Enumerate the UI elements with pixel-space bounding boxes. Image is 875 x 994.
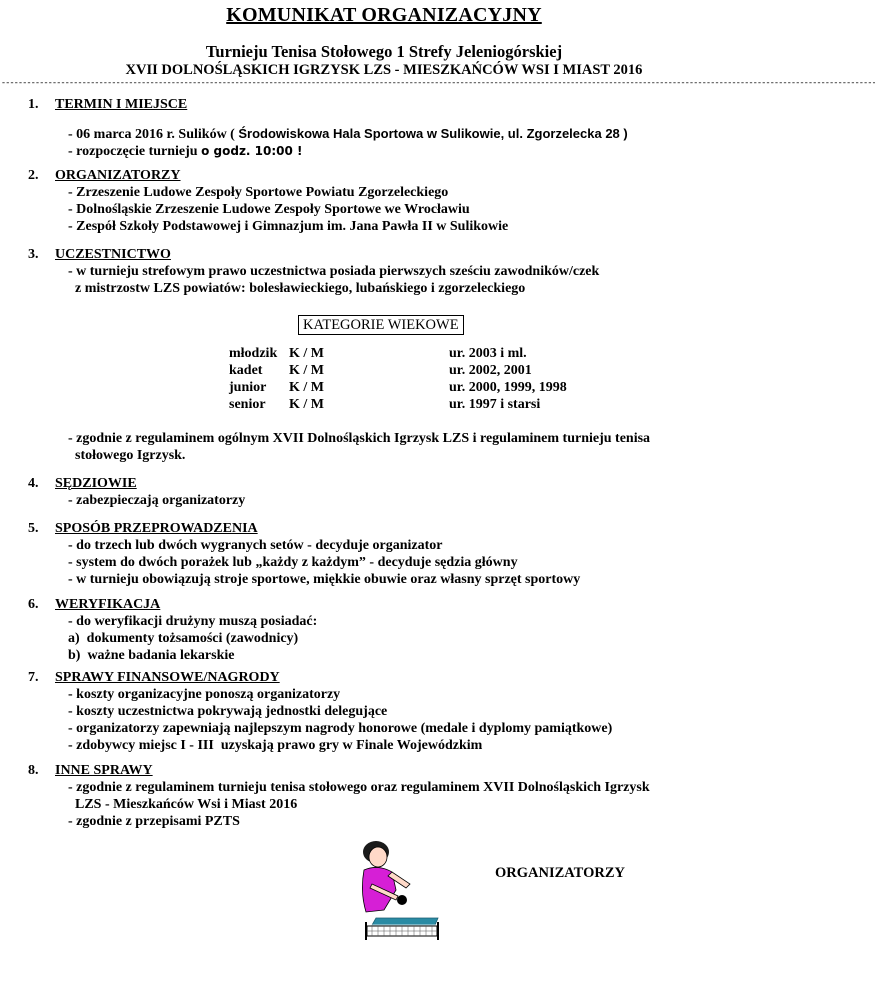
document-title: KOMUNIKAT ORGANIZACYJNY — [226, 4, 542, 26]
section-line: - zgodnie z regulaminem turnieju tenisa stołowego oraz regulaminem XVII Dolnośląskich Igrzysk — [68, 780, 650, 795]
signature-organizers: ORGANIZATORZY — [495, 865, 625, 881]
section-line: z mistrzostw LZS powiatów: bolesławieckiego, lubańskiego i zgorzeleckiego — [75, 281, 526, 296]
category-row: młodzik K / M ur. 2003 i ml. — [229, 346, 527, 361]
section-line: - rozpoczęcie turnieju o godz. 10:00 ! — [68, 144, 303, 159]
section-heading: 4. SĘDZIOWIE — [28, 476, 137, 491]
section-finanse — [28, 669, 748, 754]
section-line: - koszty organizacyjne ponoszą organizatorzy — [68, 687, 341, 702]
section-uczestnictwo — [28, 246, 748, 297]
section-line: - koszty uczestnictwa pokrywają jednostki delegujące — [68, 704, 388, 719]
section-weryfikacja — [28, 596, 748, 664]
dashed-divider: - - - - - - - - - - - - - - - - - - - - - - - - - - - - - - - - - - - - - - - - - - - - - - - - - - - - - - - - - - - - - - - - - - - - - - - - - - - - - - - - - - - - - - - - - - - - - - - - - - - - - - - - - - - - - - - - - - - - - - - - - - - - - - - - - - - - - - - - - - - - - - - - - - - - - - - - - - - - - - - - - - - - - - - - - - - - - - - - - - - - - - - - - - - - - - - - - - - - - - - - - - - - - - — [2, 77, 875, 87]
section-line: - do trzech lub dwóch wygranych setów - decyduje organizator — [68, 538, 443, 553]
section-line: - Zespół Szkoły Podstawowej i Gimnazjum im. Jana Pawła II w Sulikowie — [68, 219, 509, 234]
section-heading: 3. UCZESTNICTWO — [28, 247, 171, 262]
section-line: b) ważne badania lekarskie — [68, 648, 235, 663]
section-line: - Dolnośląskie Zrzeszenie Ludowe Zespoły Sportowe we Wrocławiu — [68, 202, 470, 217]
category-row: junior K / M ur. 2000, 1999, 1998 — [229, 380, 567, 395]
category-row: kadet K / M ur. 2002, 2001 — [229, 363, 532, 378]
section-line: - 06 marca 2016 r. Sulików ( Środowiskowa Hala Sportowa w Sulikowie, ul. Zgorzelecka 28 ) — [68, 126, 628, 142]
section-line: - do weryfikacji drużyny muszą posiadać: — [68, 614, 318, 629]
section-sedziowie — [28, 475, 748, 509]
section-line: - zdobywcy miejsc I - III uzyskają prawo gry w Finale Wojewódzkim — [68, 738, 483, 753]
section-line: - zgodnie z przepisami PZTS — [68, 814, 240, 829]
section-line: - w turnieju obowiązują stroje sportowe, miękkie obuwie oraz własny sprzęt sportowy — [68, 572, 581, 587]
section-heading: 2. ORGANIZATORZY — [28, 168, 181, 183]
subtitle-tournament: Turnieju Tenisa Stołowego 1 Strefy Jeleniogórskiej — [205, 42, 563, 61]
section-heading: 6. WERYFIKACJA — [28, 597, 161, 612]
section-uczestnictwo-note — [28, 430, 748, 464]
section-line: - zgodnie z regulaminem ogólnym XVII Dolnośląskich Igrzysk LZS i regulaminem turnieju tenisa — [68, 431, 651, 446]
section-heading: 1. TERMIN I MIEJSCE — [28, 97, 188, 112]
section-line: LZS - Mieszkańców Wsi i Miast 2016 — [75, 797, 298, 812]
table-tennis-player-icon — [340, 838, 440, 944]
section-line: a) dokumenty tożsamości (zawodnicy) — [68, 631, 299, 646]
section-heading: 5. SPOSÓB PRZEPROWADZENIA — [28, 521, 258, 536]
section-inne — [28, 762, 748, 830]
section-line: - system do dwóch porażek lub „każdy z każdym” - decyduje sędzia główny — [68, 555, 518, 570]
section-line: stołowego Igrzysk. — [75, 448, 186, 463]
section-heading: 8. INNE SPRAWY — [28, 763, 153, 778]
age-categories-heading: KATEGORIE WIEKOWE — [298, 315, 464, 335]
section-line: - organizatorzy zapewniają najlepszym nagrody honorowe (medale i dyplomy pamiątkowe) — [68, 721, 613, 736]
age-categories-table — [229, 345, 567, 413]
section-organizatorzy — [28, 167, 748, 235]
subtitle-games: XVII DOLNOŚLĄSKICH IGRZYSK LZS - MIESZKAŃCÓW WSI I MIAST 2016 — [125, 62, 643, 78]
category-row: senior K / M ur. 1997 i starsi — [229, 397, 541, 412]
section-line: - Zrzeszenie Ludowe Zespoły Sportowe Powiatu Zgorzeleckiego — [68, 185, 449, 200]
section-sposob — [28, 520, 748, 588]
section-line: - zabezpieczają organizatorzy — [68, 493, 246, 508]
section-termin — [28, 96, 748, 160]
section-line: - w turnieju strefowym prawo uczestnictwa posiada pierwszych sześciu zawodników/czek — [68, 264, 600, 279]
section-heading: 7. SPRAWY FINANSOWE/NAGRODY — [28, 670, 280, 685]
